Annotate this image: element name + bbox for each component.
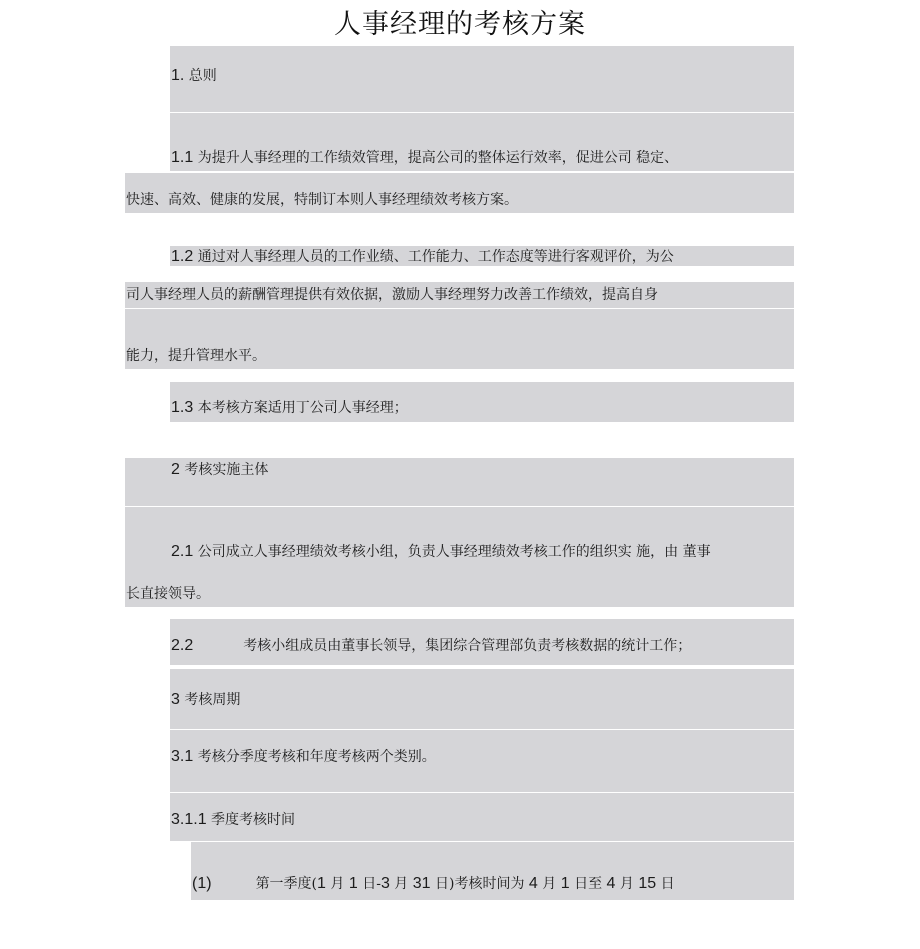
- paragraph-line: [126, 190, 518, 210]
- paragraph-line: [171, 636, 691, 656]
- section-number: 1: [171, 67, 180, 84]
- section-text: 考核周期: [179, 692, 241, 708]
- list-text: 第一季度(: [255, 876, 318, 892]
- paragraph-text: 能力，提升管理水平。: [126, 348, 266, 364]
- date-number: 1: [348, 875, 358, 892]
- list-text: 日: [656, 876, 675, 892]
- list-text: 月: [389, 876, 413, 892]
- page-title: 人事经理的考核方案: [334, 9, 586, 40]
- date-number: 4: [528, 875, 538, 892]
- paragraph-text: 快速、高效、健康的发展，特制订本则人事经理绩效考核方案。: [126, 192, 518, 208]
- paragraph-text: 通过对人事经理人员的工作业绩、工作能力、工作态度等进行客观评价，为公: [193, 249, 674, 265]
- paragraph-text: 司人事经理人员的薪酬管理提供有效依据，激励人事经理努力改善工作绩效，提高自身: [126, 287, 658, 303]
- section-number: 2: [171, 461, 180, 478]
- paragraph-line: [171, 148, 678, 168]
- section-text: 考核实施主体: [179, 462, 269, 478]
- subsection-heading: [171, 810, 295, 830]
- paragraph-text: 长直接领导。: [126, 586, 210, 602]
- section-number: 3: [171, 691, 180, 708]
- section-number: 2.2: [171, 637, 194, 654]
- paragraph-text: 为提升人事经理的工作绩效管理，提高公司的整体运行效率，促进公司 稳定、: [193, 150, 679, 166]
- list-text: 日至: [569, 876, 607, 892]
- paragraph-line: [126, 285, 658, 305]
- paragraph-text: 本考核方案适用丁公司人事经理；: [193, 400, 408, 416]
- date-number: 1: [560, 875, 570, 892]
- list-text: 月: [615, 876, 639, 892]
- section-text: 季度考核时间: [206, 812, 296, 828]
- section-number: 1.2: [171, 248, 194, 265]
- shade-block: [170, 46, 794, 112]
- paragraph-line: [126, 584, 210, 604]
- paragraph-line: [171, 747, 436, 767]
- paragraph-text: 考核小组成员由董事长领导，集团综合管理部负责考核数据的统计工作；: [243, 638, 692, 654]
- list-text: 月: [325, 876, 349, 892]
- list-item: [192, 874, 675, 894]
- paragraph-line: [171, 398, 408, 418]
- paragraph-text: 公司成立人事经理绩效考核小组，负责人事经理绩效考核工作的组织实 施，由 董事: [193, 544, 711, 560]
- section-number: 1.3: [171, 399, 194, 416]
- list-text: 日-: [357, 876, 381, 892]
- paragraph-line: [126, 346, 266, 366]
- list-text: 月: [537, 876, 561, 892]
- section-heading: [171, 66, 217, 86]
- date-number: 31: [412, 875, 431, 892]
- section-number: 2.1: [171, 543, 194, 560]
- section-heading: [171, 460, 268, 480]
- date-number: 4: [606, 875, 616, 892]
- date-number: 15: [638, 875, 657, 892]
- date-number: 1: [317, 875, 326, 892]
- paragraph-line: [171, 247, 674, 267]
- section-number: 3.1.1: [171, 811, 207, 828]
- date-number: 3: [380, 875, 390, 892]
- paragraph-line: [171, 542, 711, 562]
- paragraph-text: 考核分季度考核和年度考核两个类别。: [193, 749, 436, 765]
- section-number: 3.1: [171, 748, 194, 765]
- list-marker: (1): [192, 875, 212, 892]
- section-number: 1.1: [171, 149, 194, 166]
- section-heading: [171, 690, 240, 710]
- shade-block: [170, 669, 794, 729]
- list-text: 日)考核时间为: [430, 876, 529, 892]
- section-text: . 总则: [179, 68, 217, 84]
